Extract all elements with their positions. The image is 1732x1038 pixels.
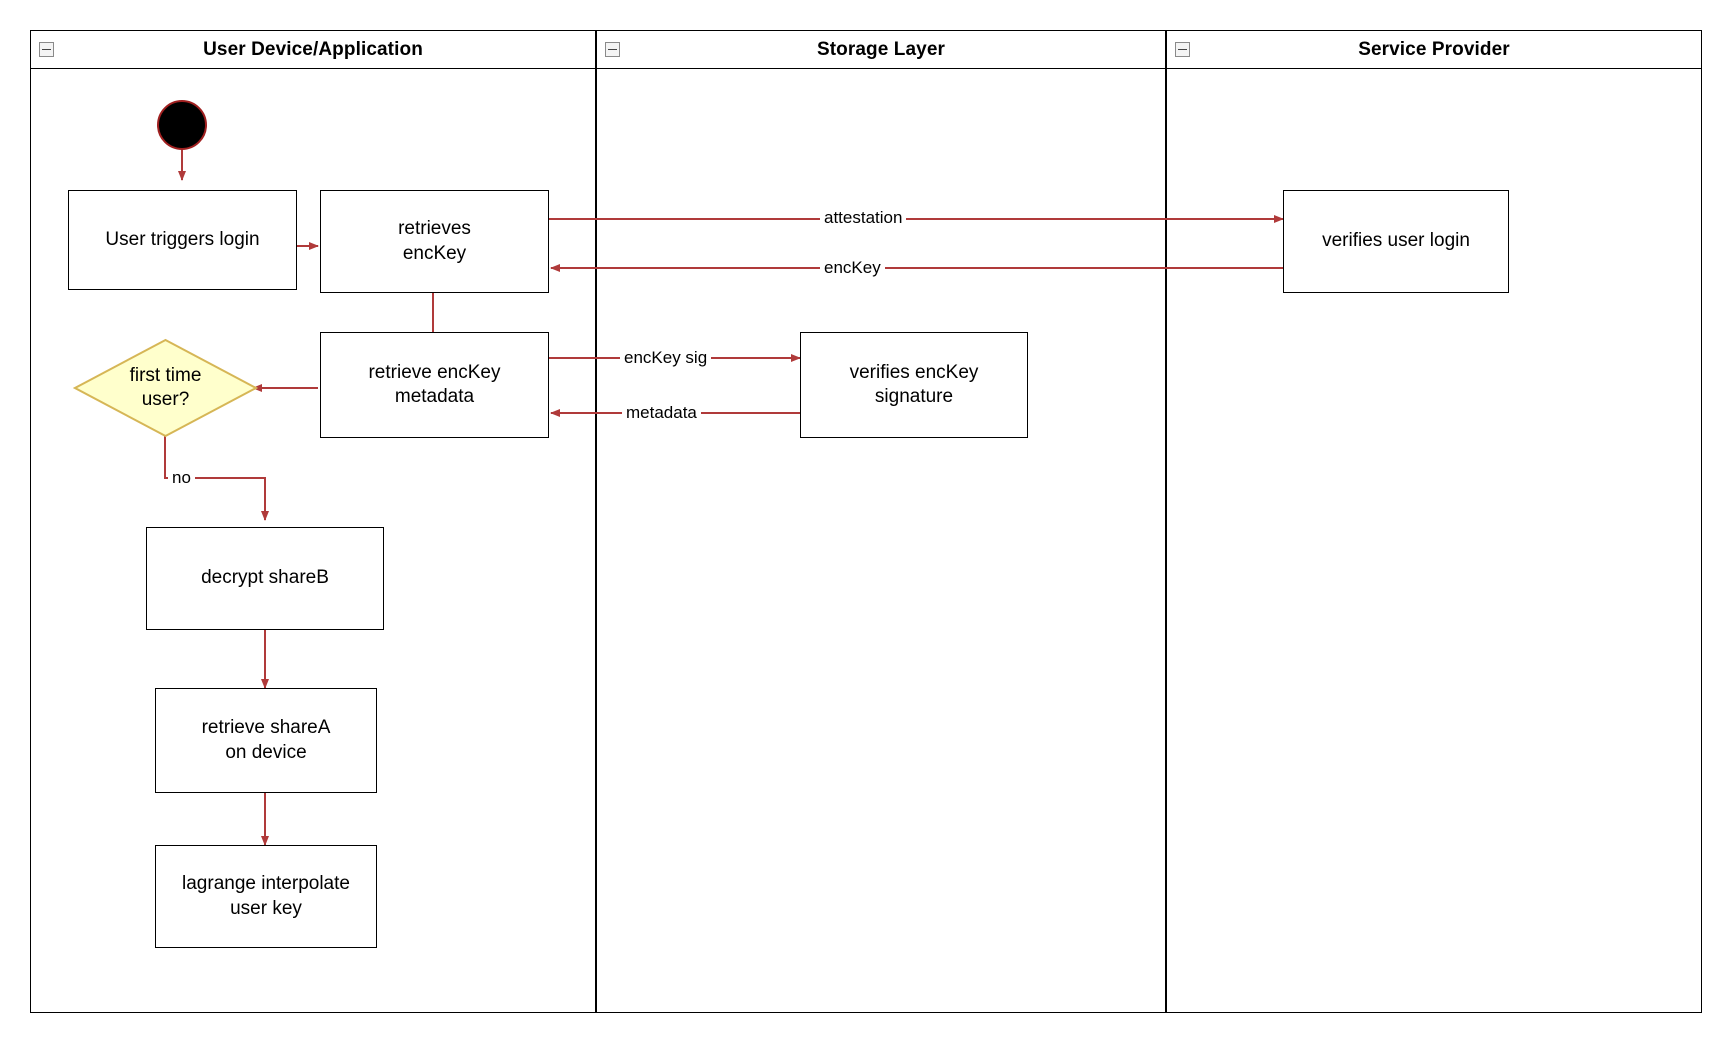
decision-diamond-shape xyxy=(73,338,258,438)
swimlane-title-storage-layer: Storage Layer xyxy=(816,38,946,60)
collapse-minus-icon[interactable] xyxy=(605,42,620,57)
node-verifies-enckey-signature[interactable] xyxy=(800,332,1028,438)
node-label: User triggers login xyxy=(105,228,260,250)
node-label: verifies user login xyxy=(1322,230,1470,252)
node-label-line1: retrieve shareA xyxy=(201,717,331,739)
swimlane-header-storage-layer xyxy=(597,31,1165,69)
node-verifies-user-login[interactable] xyxy=(1283,190,1509,293)
swimlane-header-user-device xyxy=(31,31,595,69)
node-decrypt-shareb[interactable] xyxy=(146,527,384,630)
node-label-line1: verifies encKey xyxy=(849,361,979,383)
node-label-line2: encKey xyxy=(402,242,467,264)
swimlane-header-service-provider xyxy=(1167,31,1701,69)
node-label-line1: retrieves xyxy=(398,218,471,240)
decision-label-line1: first time xyxy=(129,365,202,387)
node-retrieve-sharea-on-device[interactable] xyxy=(155,688,377,793)
collapse-minus-icon[interactable] xyxy=(39,42,54,57)
node-user-triggers-login[interactable] xyxy=(68,190,297,290)
edge-label-enckey: encKey xyxy=(820,258,885,278)
node-label-line2: on device xyxy=(225,741,307,763)
node-label-line2: user key xyxy=(230,897,302,919)
decision-label-line2: user? xyxy=(141,389,190,410)
edge-label-no: no xyxy=(168,468,195,488)
collapse-minus-icon[interactable] xyxy=(1175,42,1190,57)
swimlane-title-user-device: User Device/Application xyxy=(203,38,423,60)
swimlane-title-service-provider: Service Provider xyxy=(1358,38,1510,60)
node-first-time-user-decision[interactable] xyxy=(73,338,258,438)
node-label-line1: retrieve encKey xyxy=(368,361,501,383)
node-lagrange-interpolate-user-key[interactable] xyxy=(155,845,377,948)
edge-label-enckey-sig: encKey sig xyxy=(620,348,711,368)
node-retrieve-enckey-metadata[interactable] xyxy=(320,332,549,438)
start-node[interactable] xyxy=(157,100,207,150)
node-label-line1: lagrange interpolate xyxy=(182,873,350,895)
swimlane-storage-layer[interactable] xyxy=(596,30,1166,1013)
node-label: decrypt shareB xyxy=(201,567,329,589)
edge-label-metadata: metadata xyxy=(622,403,701,423)
swimlane-service-provider[interactable] xyxy=(1166,30,1702,1013)
edge-label-attestation: attestation xyxy=(820,208,906,228)
node-label-line2: signature xyxy=(874,386,954,407)
node-retrieves-enckey[interactable] xyxy=(320,190,549,293)
node-label-line2: metadata xyxy=(394,386,475,407)
